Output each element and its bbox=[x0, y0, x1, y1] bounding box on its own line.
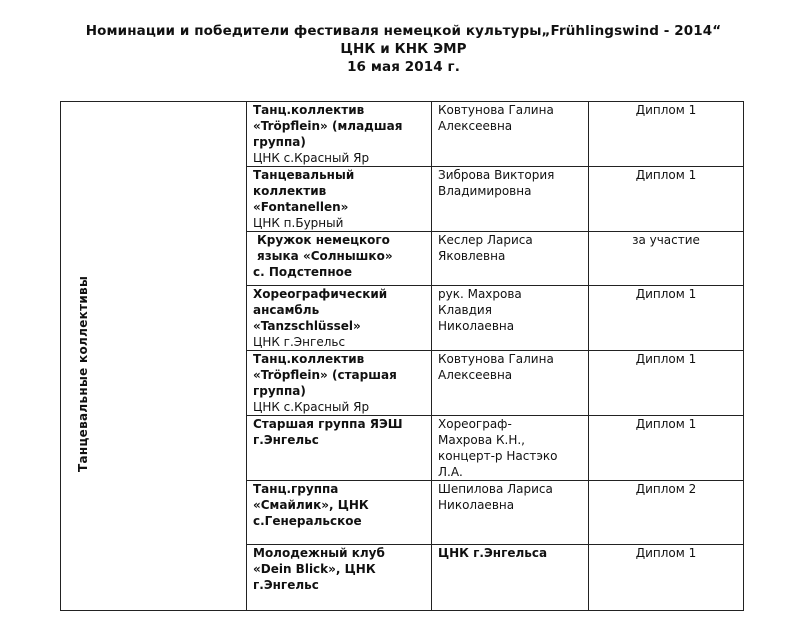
header-subtitle: ЦНК и КНК ЭМР bbox=[340, 41, 467, 57]
leader-line: Ковтунова Галина bbox=[438, 352, 554, 366]
group-name-line: «Tröpflein» (старшая bbox=[253, 368, 397, 382]
group-name-cell bbox=[247, 167, 432, 232]
group-name-cell bbox=[247, 545, 432, 611]
group-name-line: Хореографический bbox=[253, 287, 388, 301]
award-cell: Диплом 1 bbox=[589, 351, 744, 416]
group-location: ЦНК г.Энгельс bbox=[253, 335, 346, 349]
group-name-cell bbox=[247, 232, 432, 286]
group-name-line: коллектив bbox=[253, 184, 327, 198]
award-cell: Диплом 1 bbox=[589, 416, 744, 481]
leader-cell bbox=[432, 351, 589, 416]
group-name-cell bbox=[247, 481, 432, 545]
award-cell: за участие bbox=[589, 232, 744, 286]
leader-cell bbox=[432, 481, 589, 545]
leader-line: Николаевна bbox=[438, 319, 515, 333]
table-row bbox=[61, 102, 744, 167]
award-cell: Диплом 2 bbox=[589, 481, 744, 545]
group-name-line: «Tröpflein» (младшая bbox=[253, 119, 403, 133]
leader-line: Яковлевна bbox=[438, 249, 506, 263]
leader-line: Л.А. bbox=[438, 465, 463, 479]
group-name-line: с.Генеральское bbox=[253, 514, 362, 528]
leader-line: рук. Махрова bbox=[438, 287, 522, 301]
leader-cell bbox=[432, 102, 589, 167]
group-name-line: языка «Солнышко» bbox=[257, 249, 393, 263]
category-label: Танцевальные коллективы bbox=[76, 275, 90, 472]
leader-line: Хореограф- bbox=[438, 417, 512, 431]
group-name-line: «Dein Blick», ЦНК bbox=[253, 562, 376, 576]
group-name-line: Танц.коллектив bbox=[253, 352, 365, 366]
leader-cell bbox=[432, 232, 589, 286]
award-cell: Диплом 1 bbox=[589, 167, 744, 232]
group-name-line: г.Энгельс bbox=[253, 433, 319, 447]
group-name-line: «Tanzschlüssel» bbox=[253, 319, 361, 333]
group-name-line: «Fontanellen» bbox=[253, 200, 349, 214]
leader-line: Зиброва Виктория bbox=[438, 168, 555, 182]
leader-cell bbox=[432, 416, 589, 481]
leader-cell bbox=[432, 167, 589, 232]
leader-line: Клавдия bbox=[438, 303, 492, 317]
group-name-cell bbox=[247, 416, 432, 481]
leader-line: Ковтунова Галина bbox=[438, 103, 554, 117]
award-cell: Диплом 1 bbox=[589, 545, 744, 611]
leader-line: ЦНК г.Энгельса bbox=[438, 546, 548, 560]
group-name-line: группа) bbox=[253, 135, 306, 149]
leader-line: Владимировна bbox=[438, 184, 532, 198]
header-title: Номинации и победители фестиваля немецкой культуры„Frühlingswind - 2014“ bbox=[85, 23, 722, 39]
award-cell: Диплом 1 bbox=[589, 102, 744, 167]
leader-line: Алексеевна bbox=[438, 119, 513, 133]
leader-line: Алексеевна bbox=[438, 368, 513, 382]
leader-line: Кеслер Лариса bbox=[438, 233, 533, 247]
header-date: 16 мая 2014 г. bbox=[347, 59, 460, 75]
group-name-cell bbox=[247, 286, 432, 351]
leader-line: Шепилова Лариса bbox=[438, 482, 553, 496]
leader-line: концерт-р Настэко bbox=[438, 449, 558, 463]
group-name-line: ансамбль bbox=[253, 303, 320, 317]
group-location: ЦНК п.Бурный bbox=[253, 216, 344, 230]
group-name-line: «Смайлик», ЦНК bbox=[253, 498, 369, 512]
group-name-line: Старшая группа ЯЭШ bbox=[253, 417, 403, 431]
leader-cell bbox=[432, 286, 589, 351]
group-name-line: Молодежный клуб bbox=[253, 546, 385, 560]
group-location: ЦНК с.Красный Яр bbox=[253, 151, 370, 165]
group-name-line: Кружок немецкого bbox=[257, 233, 390, 247]
leader-line: Николаевна bbox=[438, 498, 515, 512]
leader-cell bbox=[432, 545, 589, 611]
group-name-line: Танц.коллектив bbox=[253, 103, 365, 117]
group-name-line: г.Энгельс bbox=[253, 578, 319, 592]
group-name-cell bbox=[247, 102, 432, 167]
group-name-line: Танц.группа bbox=[253, 482, 339, 496]
group-name-line: с. Подстепное bbox=[253, 265, 352, 279]
group-name-cell bbox=[247, 351, 432, 416]
group-name-line: Танцевальный bbox=[253, 168, 355, 182]
leader-line: Махрова К.Н., bbox=[438, 433, 525, 447]
category-cell bbox=[61, 102, 247, 611]
group-name-line: группа) bbox=[253, 384, 306, 398]
nominations-table bbox=[60, 101, 744, 611]
award-cell: Диплом 1 bbox=[589, 286, 744, 351]
document-header bbox=[0, 22, 807, 76]
group-location: ЦНК с.Красный Яр bbox=[253, 400, 370, 414]
